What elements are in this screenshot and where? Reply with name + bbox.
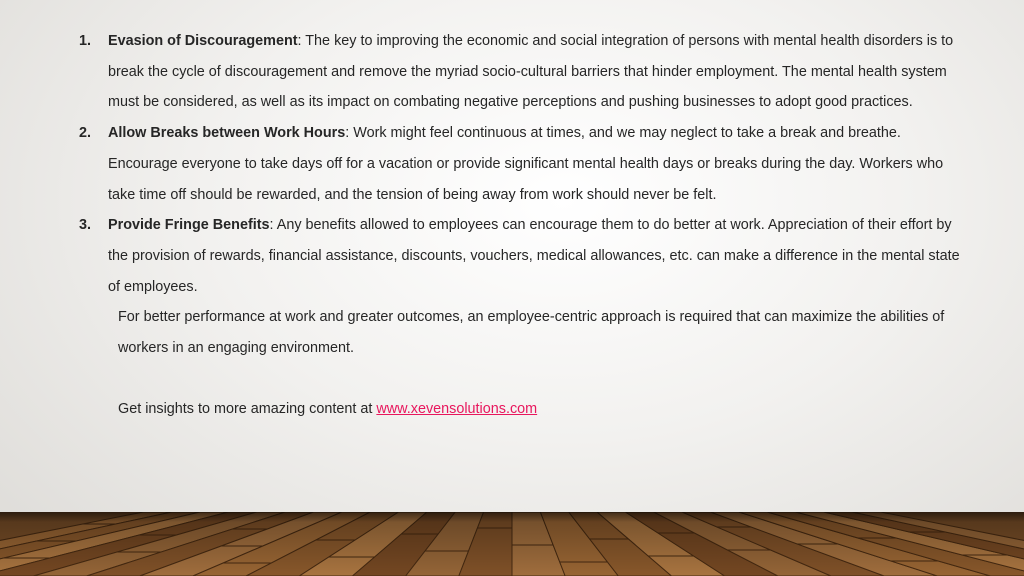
footer-line bbox=[0, 394, 1024, 425]
wooden-floor bbox=[0, 512, 1024, 576]
conclusion-paragraph: For better performance at work and greater outcomes, an employee-centric approach is required that can maximize the abilities of workers in an engaging environment. bbox=[118, 309, 945, 357]
list-item-text: : Any benefits allowed to employees can encourage them to do better at work. Appreciation of their effort by the provision of rewards, financial assistance, discounts, vouchers, medical allowances, etc. can make a difference in the mental state of employees. bbox=[108, 217, 960, 295]
floor-shadow bbox=[0, 512, 1024, 522]
list-item-title: Provide Fringe Benefits bbox=[108, 217, 270, 234]
website-link[interactable]: www.xevensolutions.com bbox=[376, 401, 538, 418]
slide-content bbox=[0, 26, 1024, 425]
spacer bbox=[0, 364, 1024, 395]
list-item-number: 2. bbox=[79, 125, 92, 142]
list-item-number: 1. bbox=[79, 33, 92, 49]
list-item-number: 3. bbox=[79, 217, 92, 234]
list-item-title: Allow Breaks between Work Hours bbox=[108, 125, 346, 142]
list-item bbox=[0, 210, 1024, 302]
numbered-list bbox=[0, 26, 1024, 302]
list-item-text: : Work might feel continuous at times, and we may neglect to take a break and breathe. Encourage everyone to take days off for a vacation or provide significant mental health days or breaks during the day. Workers who take time off should be rewarded, and the tension of being away from work should never be felt. bbox=[108, 125, 944, 203]
list-item bbox=[0, 118, 1024, 210]
list-item bbox=[0, 26, 1024, 118]
list-item-title: Evasion of Discouragement bbox=[108, 33, 298, 49]
footer-prefix: Get insights to more amazing content at bbox=[118, 401, 377, 418]
list-item-text: : The key to improving the economic and social integration of persons with mental health disorders is to break the cycle of discouragement and remove the myriad socio-cultural barriers that hinder employment. The mental health system must be considered, as well as its impact on combating negative perceptions and pushing businesses to adopt good practices. bbox=[108, 33, 954, 111]
